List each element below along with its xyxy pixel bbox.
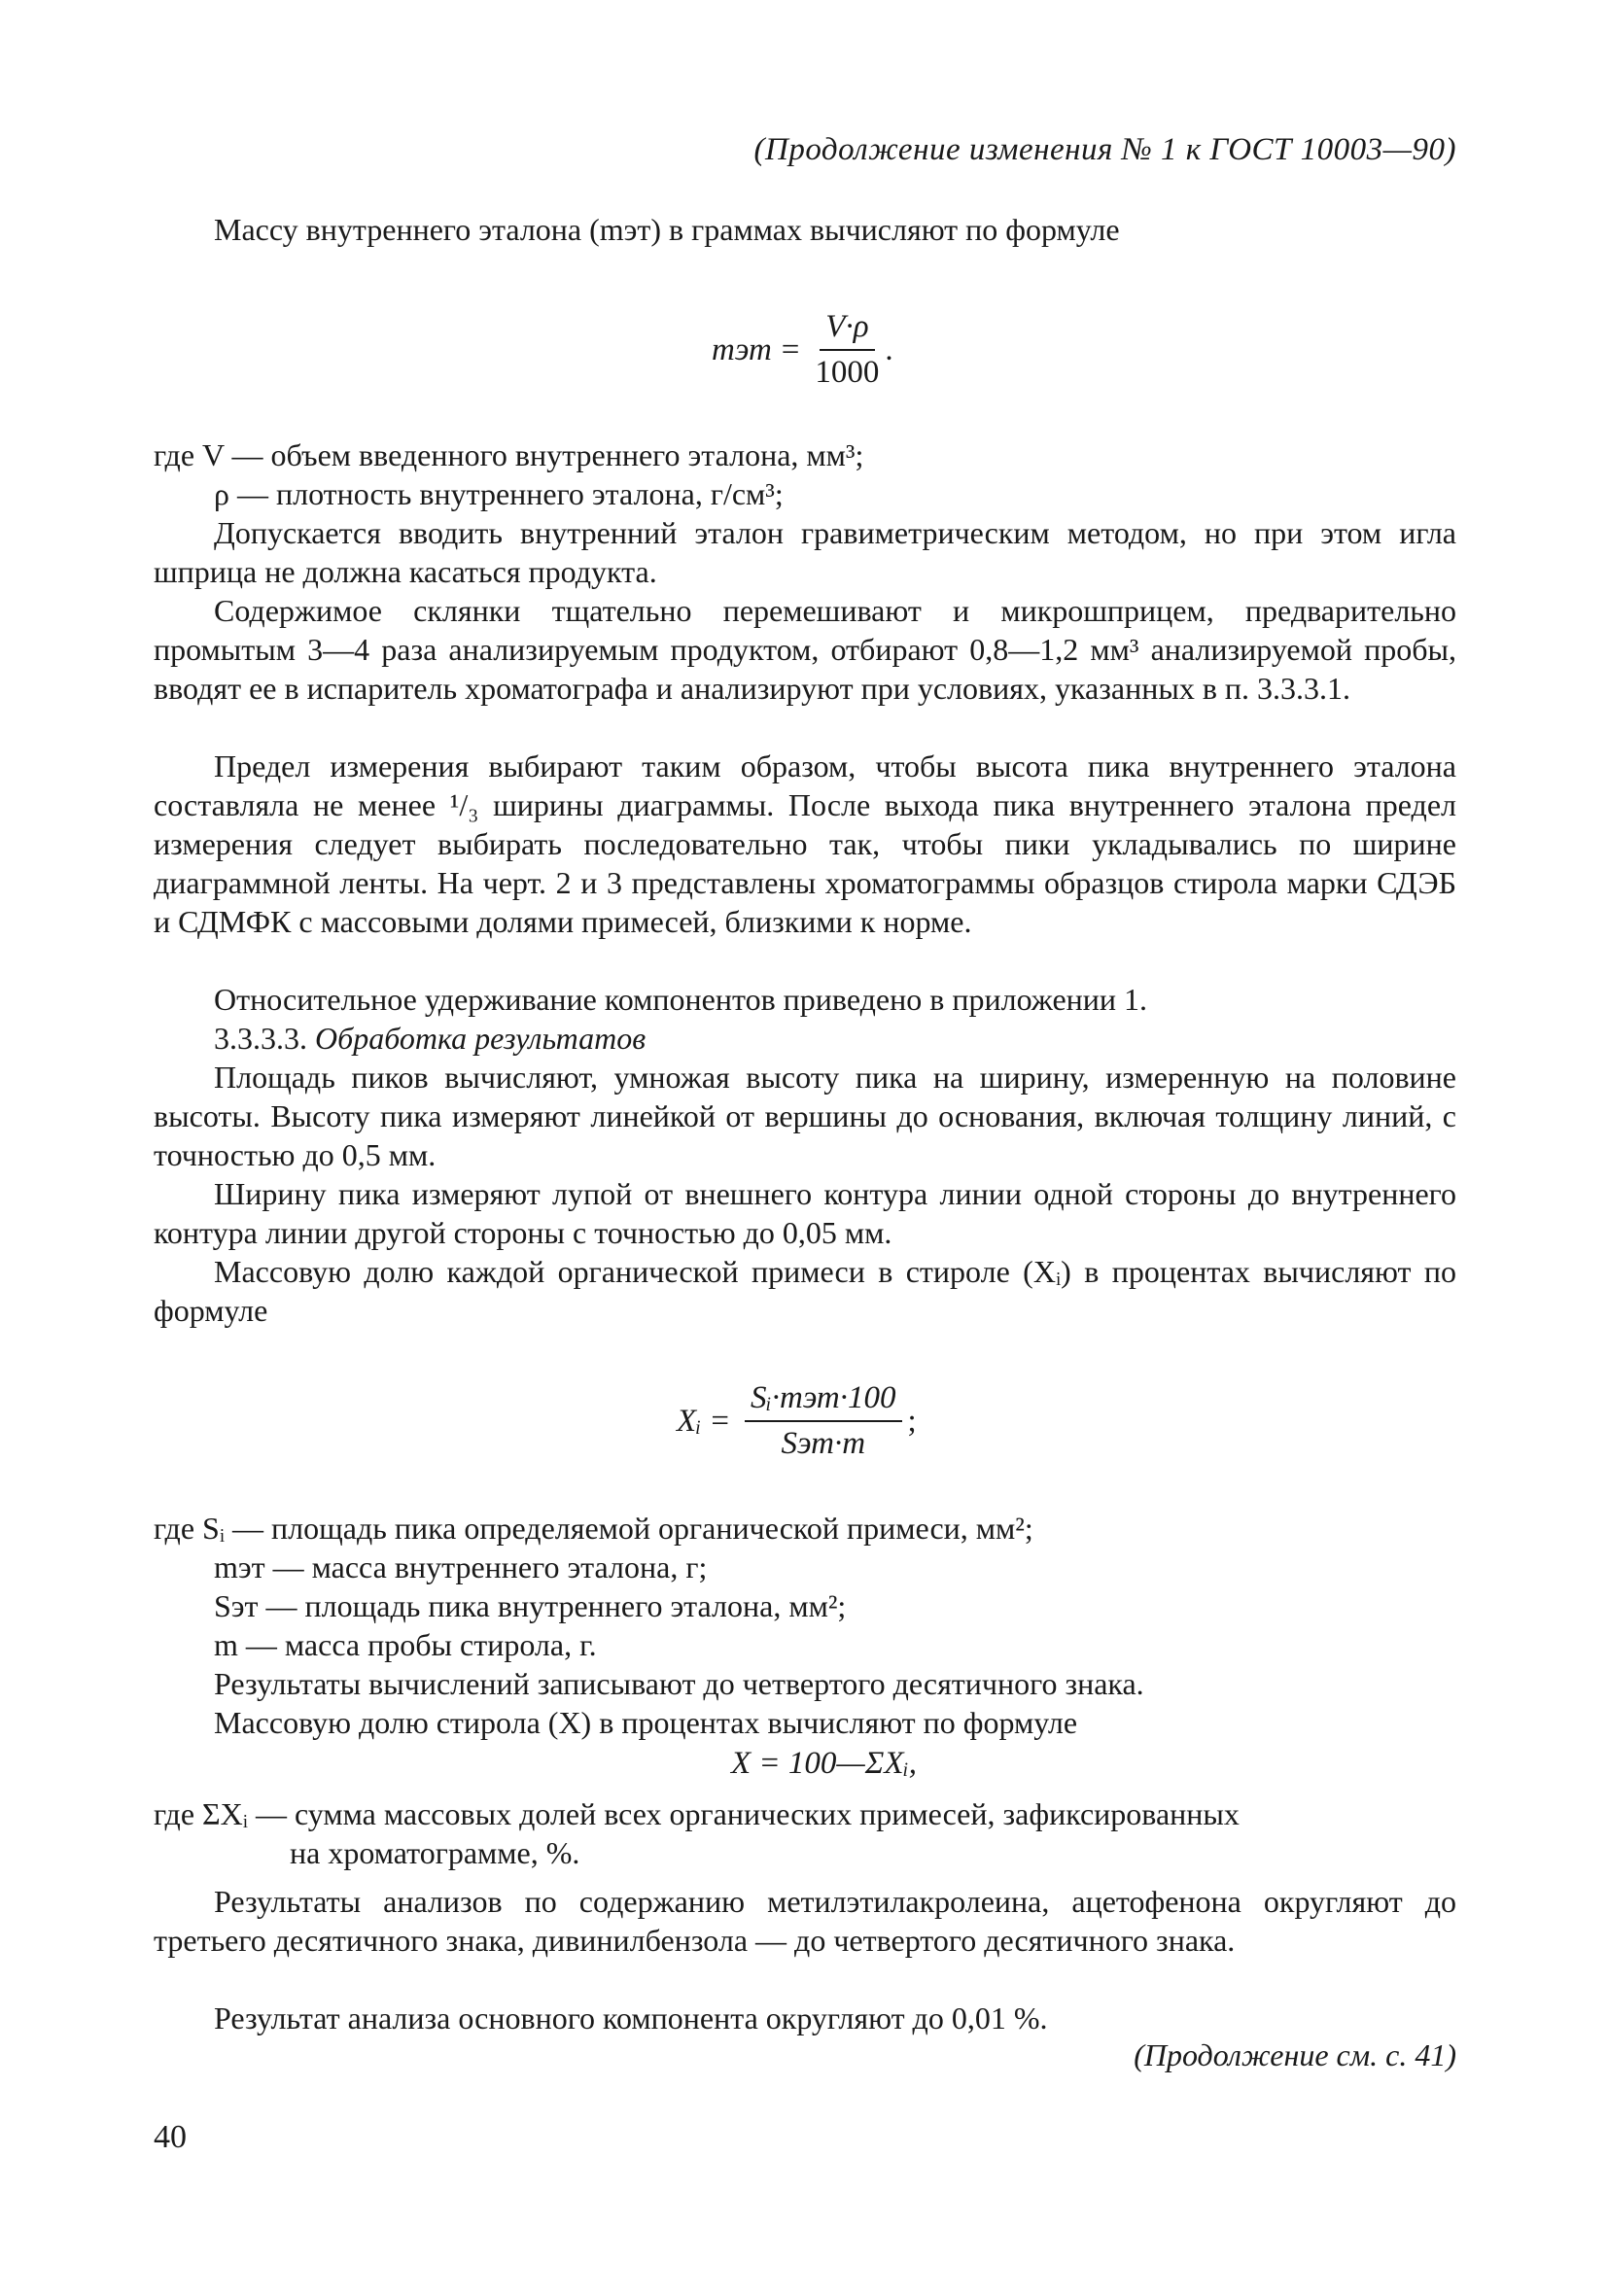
- formula1-denominator: 1000: [815, 355, 880, 390]
- section-heading: [214, 1019, 1517, 1058]
- where2-line-1: где Sᵢ — площадь пика определяемой органической примеси, мм²;: [154, 1511, 1033, 1546]
- formula1-numerator: V·ρ: [820, 309, 874, 351]
- formula2-eq: =: [711, 1403, 730, 1439]
- formula-impurity-fraction: [677, 1380, 917, 1462]
- where2-line-3: Sэт — площадь пика внутреннего эталона, мм²;: [214, 1588, 847, 1623]
- formula2-end: ;: [907, 1403, 917, 1439]
- formula-styrene-fraction: X = 100—ΣXᵢ,: [731, 1746, 918, 1781]
- continuation-note: (Продолжение см. с. 41): [1134, 2037, 1456, 2072]
- formula1-end: .: [885, 331, 893, 367]
- paragraph-peak-area: Площадь пиков вычисляют, умножая высоту пика на ширину, измеренную на половине высоты. Высоту пика измеряют линейкой от вершины до основания, включая толщину линий, с точностью до 0,5 мм.: [154, 1060, 1456, 1172]
- section-number: 3.3.3.3.: [214, 1021, 307, 1056]
- paragraph-impurity-fraction: Массовую долю каждой органической примеси в стироле (Xᵢ) в процентах вычисляют по формуле: [154, 1254, 1456, 1328]
- formula2-numerator: Sᵢ·mэт·100: [745, 1380, 902, 1422]
- page-header: (Продолжение изменения № 1 к ГОСТ 10003—90): [753, 132, 1456, 167]
- paragraph-measurement-limit: Предел измерения выбирают таким образом, чтобы высота пика внутреннего эталона составляла не менее ¹/₃ ширины диаграммы. После выхода пика внутреннего эталона предел измерения следует выбирать последовательно так, чтобы пики укладывались по ширине диаграммной ленты. На черт. 2 и 3 представлены хроматограммы образцов стирола марки СДЭБ и СДМФК с массовыми долями примесей, близкими к норме.: [154, 748, 1456, 939]
- paragraph-rounding: Результаты анализов по содержанию метилэтилакролеина, ацетофенона округляют до третьего десятичного знака, дивинилбензола — до четвертого десятичного знака.: [154, 1884, 1456, 1958]
- where2-line-4: m — масса пробы стирола, г.: [214, 1627, 597, 1662]
- formula1-lhs: mэт: [712, 331, 772, 367]
- paragraph-gravimetric: Допускается вводить внутренний эталон гравиметрическим методом, но при этом игла шприца не должна касаться продукта.: [154, 515, 1456, 589]
- formula1-eq: =: [781, 331, 800, 367]
- paragraph-peak-width: Ширину пика измеряют лупой от внешнего контура линии одной стороны до внутреннего контура линии другой стороны с точностью до 0,05 мм.: [154, 1176, 1456, 1250]
- formula2-denominator: Sэт·m: [781, 1426, 866, 1461]
- section-title: Обработка результатов: [315, 1021, 647, 1056]
- paragraph-retention: Относительное удерживание компонентов приведено в приложении 1.: [214, 982, 1148, 1017]
- page-number: 40: [154, 2119, 187, 2155]
- where1-line-2: ρ — плотность внутреннего эталона, г/см³;: [214, 476, 784, 511]
- paragraph-decimal-places: Результаты вычислений записывают до четвертого десятичного знака.: [214, 1666, 1144, 1701]
- where3-line-2: на хроматограмме, %.: [290, 1835, 580, 1870]
- formula2-lhs: Xᵢ: [677, 1403, 702, 1439]
- paragraph-styrene-fraction: Массовую долю стирола (X) в процентах вычисляют по формуле: [214, 1705, 1078, 1740]
- where2-line-2: mэт — масса внутреннего эталона, г;: [214, 1549, 708, 1584]
- paragraph-main-component: Результат анализа основного компонента округляют до 0,01 %.: [214, 2000, 1048, 2035]
- where3-line-1: где ΣXᵢ — сумма массовых долей всех органических примесей, зафиксированных: [154, 1796, 1240, 1831]
- formula1-fraction: [815, 309, 879, 391]
- formula2-fraction: [745, 1380, 902, 1462]
- where1-line-1: где V — объем введенного внутреннего эталона, мм³;: [154, 437, 864, 472]
- paragraph-sampling: Содержимое склянки тщательно перемешивают и микрошприцем, предварительно промытым 3—4 раза анализируемым продуктом, отбирают 0,8—1,2 мм³ анализируемой пробы, вводят ее в испаритель хроматографа и анализируют при условиях, указанных в п. 3.3.3.1.: [154, 593, 1456, 706]
- paragraph-mass-standard: Массу внутреннего эталона (mэт) в граммах вычисляют по формуле: [214, 212, 1120, 247]
- formula-mass-standard: [712, 309, 893, 391]
